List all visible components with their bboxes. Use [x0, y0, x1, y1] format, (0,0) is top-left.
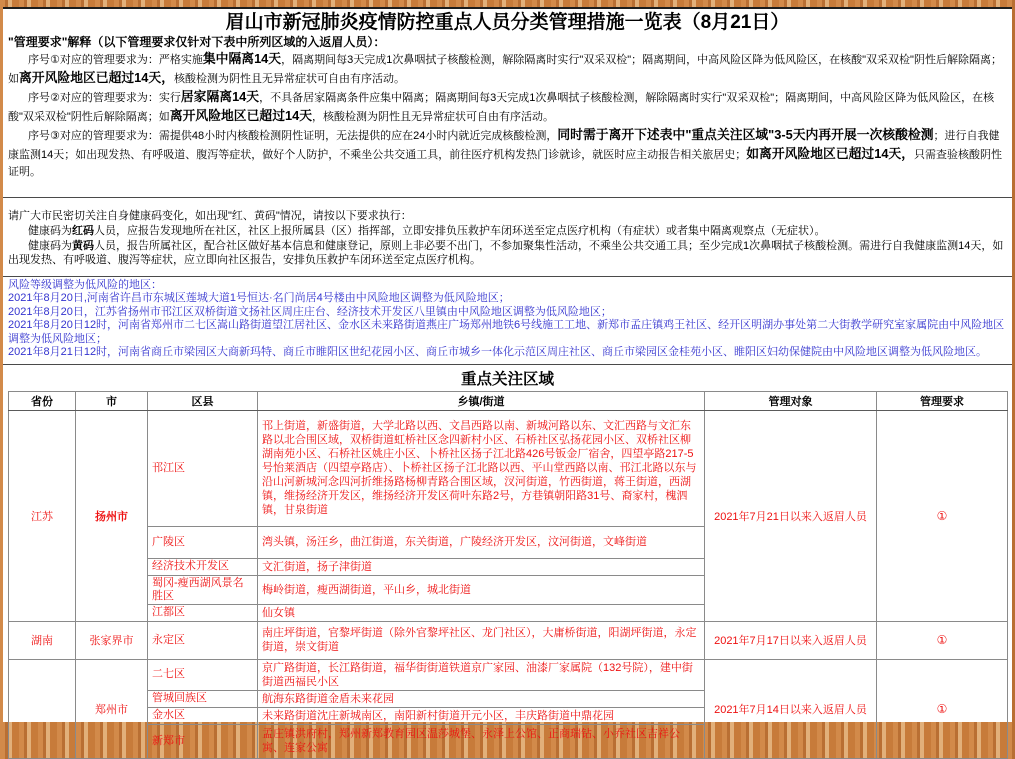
streets-cell: 南庄坪街道，官黎坪街道（除外官黎坪社区、龙门社区），大庸桥街道，阳湖坪街道，永定街道，崇文街道 [258, 621, 705, 659]
health-code-intro: 请广大市民密切关注自身健康码变化，如出现"红、黄码"情况，请按以下要求执行： [8, 210, 412, 222]
header-streets: 乡镇/街道 [258, 391, 705, 410]
streets-cell: 仙女镇 [258, 604, 705, 621]
page-title: 眉山市新冠肺炎疫情防控重点人员分类管理措施一览表（8月21日） [225, 12, 790, 33]
province-cell: 湖南 [9, 621, 76, 659]
risk-downgrade-section [3, 276, 1012, 361]
risk-line: 2021年8月21日12时，河南省商丘市梁园区大商新玛特、商丘市睢阳区世纪花园小区、商丘市城乡一体化示范区周庄社区、商丘市梁园区金桂苑小区、睢阳区妇幼保健院由中风险地区调整为低风险地区。 [8, 346, 988, 358]
risk-line: 2021年8月20日，江苏省扬州市邗江区双桥街道文扬社区周庄庄台、经济技术开发区八里镇由中风险地区调整为低风险地区； [8, 305, 612, 318]
district-cell: 管城回族区 [148, 690, 258, 707]
streets-cell: 湾头镇，汤汪乡，曲江街道，东关街道，广陵经济开发区，汶河街道，文峰街道 [258, 526, 705, 558]
document-page [3, 7, 1012, 754]
risk-line: 2021年8月20日,河南省许昌市东城区莲城大道1号恒达·名门尚居4号楼由中风险地区调整为低风险地区； [8, 292, 510, 304]
district-cell: 新郑市 [148, 724, 258, 758]
focus-area-title: 重点关注区域 [3, 364, 1012, 391]
district-cell: 经济技术开发区 [148, 558, 258, 575]
target-cell: 2021年7月17日以来入返眉人员 [705, 621, 877, 659]
explain-paragraph-1: 序号①对应的管理要求为：严格实施集中隔离14天，隔离期间每3天完成1次鼻咽拭子核酸检测，解除隔离时实行"双采双检"；隔离期间，中高风险区降为低风险区，在核酸"双采双检"阴性后解除隔离；如离开风险地区已超过14天，核酸检测为阴性且无异常症状可自由有序活动。 [8, 51, 1002, 85]
header-target: 管理对象 [705, 391, 877, 410]
city-cell: 郑州市 [76, 659, 148, 758]
streets-cell: 孟庄镇洪府村，郑州新郑教育园区温莎城堡、永泽上公馆、正商瑞钻、小乔社区吉祥公寓、连家公寓 [258, 724, 705, 758]
district-cell: 二七区 [148, 659, 258, 690]
district-cell: 邗江区 [148, 410, 258, 526]
streets-cell: 梅岭街道，瘦西湖街道，平山乡，城北街道 [258, 575, 705, 604]
table-header-row [9, 391, 1008, 410]
section-divider [3, 197, 1012, 198]
city-cell: 张家界市 [76, 621, 148, 659]
explain-paragraph-3: 序号③对应的管理要求为：需提供48小时内核酸检测阴性证明，无法提供的应在24小时内就近完成核酸检测，同时需于离开下述表中"重点关注区域"3-5天内再开展一次核酸检测；进行自我健康监测14天；如出现发热、有呼吸道、腹泻等症状，做好个人防护，不乘坐公共交通工具，前往医疗机构发热门诊就诊，就医时应主动报告相关旅居史；如离开风险地区已超过14天，只需查验核酸阴性证明。 [8, 127, 1003, 178]
requirement-cell: ① [877, 621, 1008, 659]
table-row [9, 621, 1008, 659]
header-city: 市 [76, 391, 148, 410]
target-cell: 2021年7月21日以来入返眉人员 [705, 410, 877, 621]
district-cell: 金水区 [148, 707, 258, 724]
streets-cell: 邗上街道，新盛街道，大学北路以西、文昌西路以南、新城河路以东、文汇西路与文汇东路以北合围区域，双桥街道虹桥社区念四新村小区、石桥社区弘扬花园小区、双桥社区柳湖南苑小区、石桥社区姚庄小区、卜桥社区扬子江北路426号钣金厂宿舍，四望亭路217-5号怡莱酒店（四望亭路店）、卜桥社区扬子江北路以西、平山堂西路以南、邗江北路以东与沿山河新城河念四河折维扬路杨柳青路合围区域，汊河街道，竹西街道，蒋王街道，西湖镇，维扬经济开发区，维扬经济开发区荷叶东路2号，方巷镇朝阳路31号、裔家村，槐泗镇，甘泉街道 [258, 410, 705, 526]
district-cell: 永定区 [148, 621, 258, 659]
requirement-cell: ① [877, 410, 1008, 621]
streets-cell: 航海东路街道金盾未来花园 [258, 690, 705, 707]
health-code-yellow-rule: 健康码为黄码人员，报告所属社区，配合社区做好基本信息和健康登记，原则上非必要不出门，不参加聚集性活动，不乘坐公共交通工具；至少完成1次鼻咽拭子核酸检测。需进行自我健康监测14天，如出现发热、有呼吸道、腹泻等症状，应立即向社区报告，安排负压救护车闭环送至定点医疗机构。 [8, 239, 1004, 266]
province-cell [9, 659, 76, 758]
requirement-cell: ① [877, 659, 1008, 758]
district-cell: 江都区 [148, 604, 258, 621]
streets-cell: 文汇街道，扬子津街道 [258, 558, 705, 575]
risk-line: 2021年8月20日12时，河南省郑州市二七区嵩山路街道望江居社区、金水区未来路街道燕庄广场郑州地铁6号线施工工地、新郑市孟庄镇鸡王社区、经开区明湖办事处第二大街教学研究室家属院由中风险地区调整为低风险地区； [8, 319, 1005, 345]
header-province: 省份 [9, 391, 76, 410]
table-row [9, 410, 1008, 526]
district-cell: 蜀冈-瘦西湖风景名胜区 [148, 575, 258, 604]
district-cell: 广陵区 [148, 526, 258, 558]
table-row [9, 659, 1008, 690]
streets-cell: 未来路街道沈庄新城南区，南阳新村街道开元小区，丰庆路街道中鼎花园 [258, 707, 705, 724]
city-cell: 扬州市 [76, 410, 148, 621]
streets-cell: 京广路街道，长江路街道，福华街街道铁道京广家园、油漆厂家属院（132号院），建中街街道西福民小区 [258, 659, 705, 690]
focus-area-table [8, 391, 1008, 759]
risk-section-heading: 风险等级调整为低风险的地区： [8, 278, 162, 291]
header-requirement: 管理要求 [877, 391, 1008, 410]
explain-heading: "管理要求"解释（以下管理要求仅针对下表中所列区域的入返眉人员）： [8, 35, 386, 49]
target-cell: 2021年7月14日以来入返眉人员 [705, 659, 877, 758]
explain-paragraph-2: 序号②对应的管理要求为：实行居家隔离14天，不具备居家隔离条件应集中隔离；隔离期间每3天完成1次鼻咽拭子核酸检测，解除隔离时实行"双采双检"；隔离期间，中高风险区降为低风险区，在核酸"双采双检"阴性后解除隔离；如离开风险地区已超过14天，核酸检测为阴性且无异常症状可自由有序活动。 [8, 89, 995, 123]
header-district: 区县 [148, 391, 258, 410]
province-cell: 江苏 [9, 410, 76, 621]
health-code-red-rule: 健康码为红码人员，应报告发现地所在社区，社区上报所属县（区）指挥部，立即安排负压救护车闭环送至定点医疗机构（有症状）或者集中隔离观察点（无症状）。 [28, 225, 826, 237]
